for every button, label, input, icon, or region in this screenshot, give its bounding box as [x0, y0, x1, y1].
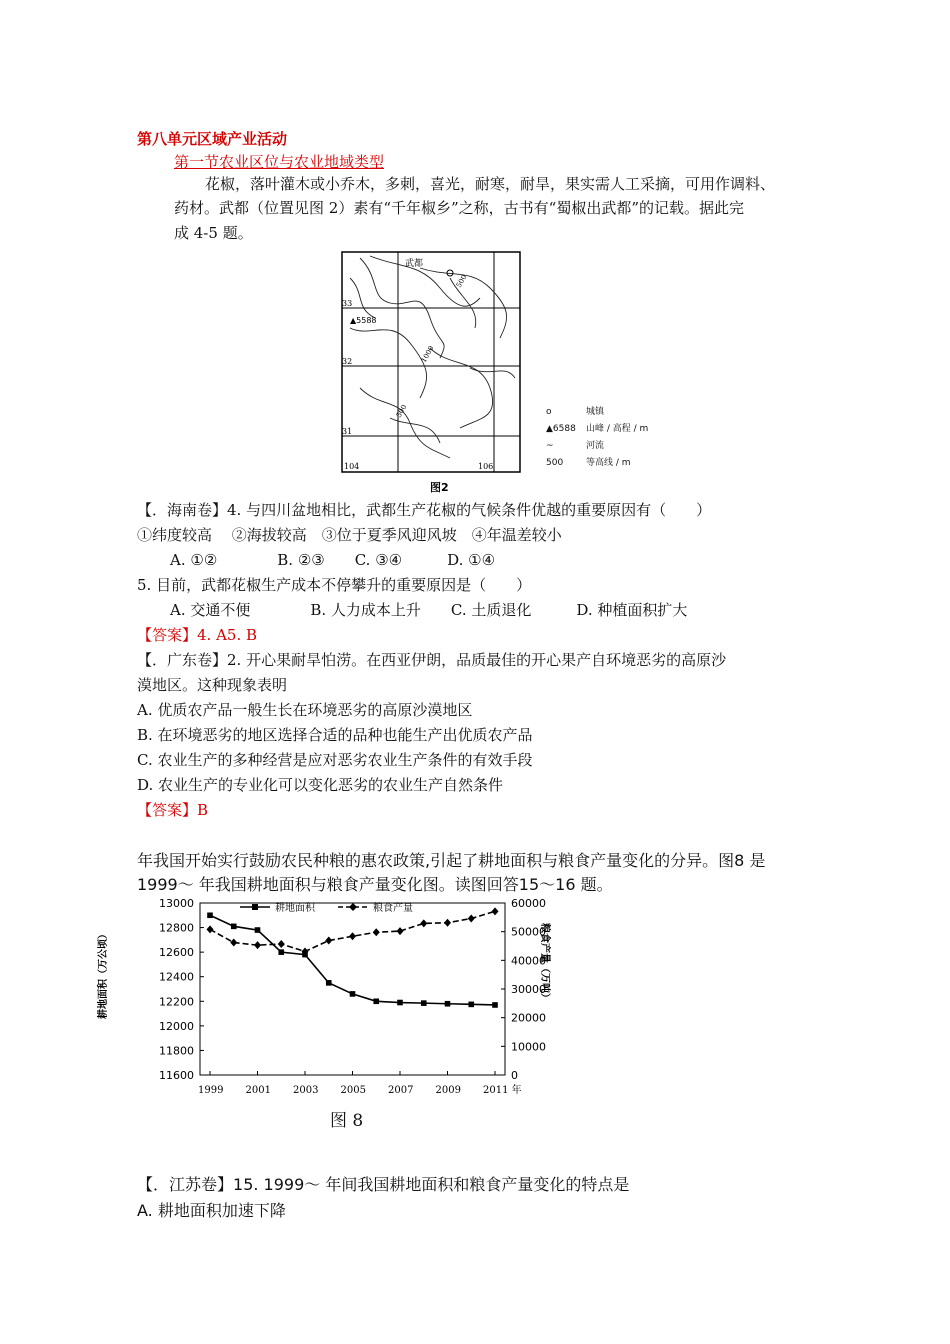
grain-point	[230, 939, 237, 947]
q2-option-c: C. 农业生产的多种经营是应对恶劣农业生产条件的有效手段	[137, 751, 533, 769]
q15-stem: 【．江苏卷】15. 1999～ 年间我国耕地面积和粮食产量变化的特点是	[137, 1175, 630, 1194]
right-tick-label: 50000	[511, 925, 546, 939]
contour-label-3: 500	[394, 403, 409, 419]
legend-contour: 500 等高线 / m	[546, 458, 631, 468]
right-tick-label: 20000	[511, 1011, 546, 1025]
legend-marker-farmland	[252, 904, 258, 910]
legend-label-farmland: 耕地面积	[275, 903, 315, 914]
para2-line-1: 年我国开始实行鼓励农民种粮的惠农政策,引起了耕地面积与粮食产量变化的分异。图8 是	[137, 851, 766, 870]
q4-items: ①纬度较高 ②海拔较高 ③位于夏季风迎风坡 ④年温差较小	[137, 526, 562, 544]
x-tick-label: 2007	[388, 1085, 414, 1096]
grain-point	[325, 937, 332, 945]
grain-point	[420, 919, 427, 927]
right-tick-label: 30000	[511, 983, 546, 996]
q2-stem-2: 漠地区。这种现象表明	[137, 676, 288, 694]
map-legend	[546, 404, 648, 472]
q5-options: A. 交通不便 B. 人力成本上升 C. 土质退化 D. 种植面积扩大	[170, 601, 688, 619]
peak-label: ▲5588	[350, 316, 377, 325]
farmland-point	[468, 1002, 474, 1008]
farmland-point	[278, 949, 284, 955]
left-tick-label: 12000	[159, 1019, 194, 1033]
right-tick-label: 0	[511, 1069, 518, 1082]
farmland-point	[350, 991, 356, 997]
left-tick-label: 12800	[159, 921, 194, 935]
lat-label-33: 33	[342, 299, 353, 308]
farmland-point	[207, 912, 213, 918]
farmland-point	[231, 924, 237, 930]
farmland-point	[255, 927, 261, 933]
left-tick-label: 11600	[159, 1069, 194, 1082]
left-tick-label: 12400	[159, 970, 194, 984]
farmland-point	[373, 998, 379, 1004]
lon-label-104: 104	[344, 462, 360, 471]
ylabel-right: 粮食产量（万吨）	[539, 923, 550, 1003]
farmland-grain-chart	[98, 893, 550, 1133]
legend-marker-grain	[349, 903, 357, 911]
intro-line-3: 成 4-5 题。	[174, 224, 253, 242]
farmland-point	[421, 1000, 427, 1006]
q2-stem-1: 【．广东卷】2. 开心果耐旱怕涝。在西亚伊朗，品质最佳的开心果产自环境恶劣的高原沙	[137, 651, 727, 669]
grain-point	[397, 927, 404, 935]
wudu-map	[330, 248, 530, 496]
grain-point	[278, 940, 285, 948]
left-tick-label: 12200	[159, 995, 194, 1009]
grain-point	[492, 907, 499, 915]
grain-point	[254, 941, 261, 949]
ylabel-left: 耕地面积（万公顷）	[98, 929, 109, 1019]
map-frame	[342, 252, 520, 472]
grain-point	[468, 914, 475, 922]
right-tick-label: 40000	[511, 954, 546, 968]
x-tick-label: 2003	[293, 1085, 319, 1096]
x-tick-label: 2011 年	[483, 1085, 522, 1096]
map-caption: 图2	[430, 481, 449, 494]
lat-label-31: 31	[342, 427, 353, 436]
legend-town: o 城镇	[546, 407, 605, 417]
chart-caption: 图 8	[330, 1111, 364, 1131]
q2-option-b: B. 在环境恶劣的地区选择合适的品种也能生产出优质农产品	[137, 726, 533, 744]
x-tick-label: 1999	[198, 1085, 224, 1096]
left-tick-label: 11800	[159, 1044, 194, 1058]
lon-label-106: 106	[478, 462, 494, 471]
left-tick-label: 13000	[159, 897, 194, 910]
grain-point	[444, 919, 451, 927]
farmland-point	[492, 1002, 498, 1008]
legend-river: ~ 河流	[546, 441, 605, 451]
q2-option-d: D. 农业生产的专业化可以变化恶劣的农业生产自然条件	[137, 776, 504, 794]
series-line-grain	[210, 911, 495, 951]
farmland-point	[397, 1000, 403, 1006]
q4-options: A. ①② B. ②③ C. ③④ D. ①④	[170, 551, 496, 569]
right-tick-label: 10000	[511, 1040, 546, 1054]
x-tick-label: 2005	[340, 1085, 366, 1096]
q15-option-a: A. 耕地面积加速下降	[137, 1201, 286, 1220]
legend-label-grain: 粮食产量	[373, 903, 413, 914]
intro-line-2: 药材。武都（位置见图 2）素有“千年椒乡”之称，古书有“蜀椒出武都”的记载。据此完	[174, 199, 744, 217]
answer-4-5: 【答案】4. A5. B	[137, 626, 258, 644]
right-tick-label: 60000	[511, 897, 546, 910]
grain-point	[373, 928, 380, 936]
legend-peak: ▲6588 山峰 / 高程 / m	[546, 424, 649, 434]
x-tick-label: 2001	[245, 1085, 271, 1096]
left-tick-label: 12600	[159, 946, 194, 960]
unit-title: 第八单元区域产业活动	[137, 130, 288, 148]
place-label: 武都	[405, 259, 424, 269]
lat-label-32: 32	[342, 357, 353, 366]
grain-point	[207, 925, 214, 933]
q2-option-a: A. 优质农产品一般生长在环境恶劣的高原沙漠地区	[137, 701, 473, 719]
grain-point	[349, 932, 356, 940]
para2-line-2: 1999～ 年我国耕地面积与粮食产量变化图。读图回答15～16 题。	[137, 875, 613, 894]
farmland-point	[445, 1001, 451, 1007]
contour-label-2: 1000	[419, 344, 436, 364]
section-title: 第一节农业区位与农业地域类型	[174, 153, 385, 171]
q4-stem: 【．海南卷】4. 与四川盆地相比，武都生产花椒的气候条件优越的重要原因有（ ）	[137, 501, 712, 519]
intro-line-1: 花椒，落叶灌木或小乔木，多刺，喜光，耐寒，耐旱，果实需人工采摘，可用作调料、	[205, 175, 776, 193]
answer-2: 【答案】B	[137, 801, 209, 819]
x-tick-label: 2009	[435, 1085, 461, 1096]
terrain-contours	[350, 256, 515, 458]
q5-stem: 5. 目前，武都花椒生产成本不停攀升的重要原因是（ ）	[137, 576, 532, 594]
farmland-point	[326, 980, 332, 986]
contour-label-1: 500	[454, 273, 469, 289]
